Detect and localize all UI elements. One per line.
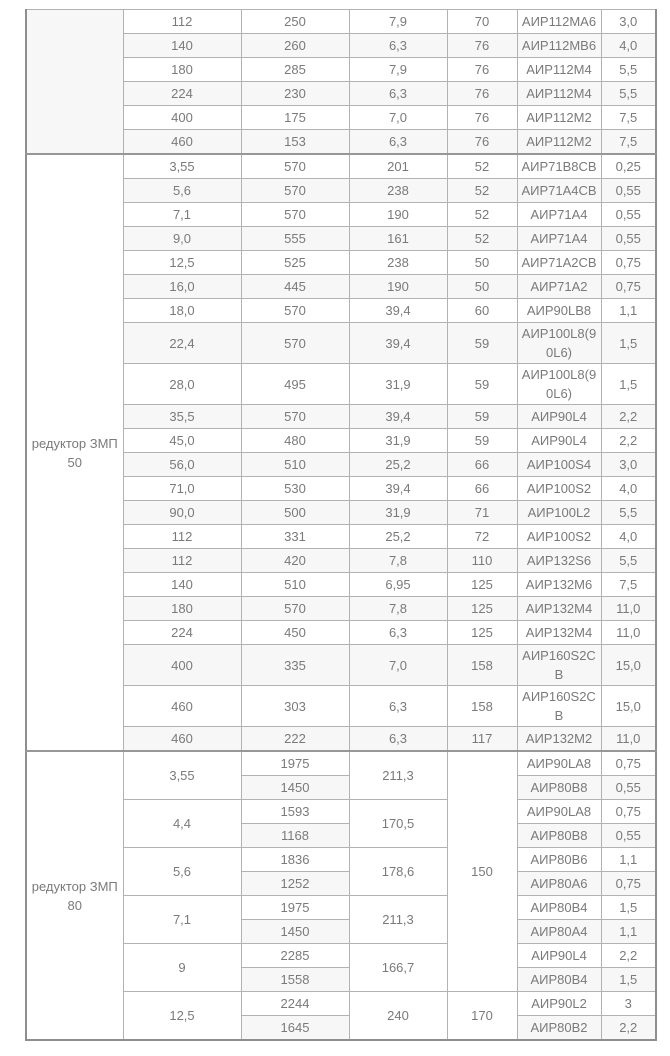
table-cell: 66 — [447, 477, 517, 501]
table-cell: 45,0 — [123, 429, 241, 453]
table-cell: 52 — [447, 154, 517, 179]
power-cell: 1,5 — [601, 968, 656, 992]
table-cell: 0,75 — [601, 275, 656, 299]
ratio-cell: 4,4 — [123, 800, 241, 848]
table-cell: 6,3 — [349, 621, 447, 645]
table-cell: 180 — [123, 58, 241, 82]
table-cell: 335 — [241, 645, 349, 686]
motor-cell: АИР100L8(90L6) — [517, 323, 601, 364]
table-cell: 1975 — [241, 896, 349, 920]
table-cell: 285 — [241, 58, 349, 82]
table-cell: 0,25 — [601, 154, 656, 179]
table-cell: 570 — [241, 597, 349, 621]
motor-cell: АИР112МА6 — [517, 10, 601, 34]
table-cell: 570 — [241, 203, 349, 227]
table-cell: 140 — [123, 34, 241, 58]
table-cell: 66 — [447, 453, 517, 477]
motor-cell: АИР100S4 — [517, 453, 601, 477]
table-cell: 495 — [241, 364, 349, 405]
table-cell: 60 — [447, 299, 517, 323]
table-cell: 2244 — [241, 992, 349, 1016]
motor-cell: АИР80В8 — [517, 776, 601, 800]
power-cell: 0,75 — [601, 751, 656, 776]
table-cell: 90,0 — [123, 501, 241, 525]
motor-cell: АИР90L4 — [517, 944, 601, 968]
motor-cell: АИР112М2 — [517, 130, 601, 155]
table-cell: 3,0 — [601, 10, 656, 34]
table-cell: 76 — [447, 82, 517, 106]
motor-cell: АИР71А4СВ — [517, 179, 601, 203]
table-cell: 570 — [241, 154, 349, 179]
table-cell: 570 — [241, 405, 349, 429]
table-cell: 39,4 — [349, 477, 447, 501]
table-cell: 3,55 — [123, 154, 241, 179]
table-cell: 2,2 — [601, 429, 656, 453]
table-cell: 0,55 — [601, 179, 656, 203]
ratio-cell: 12,5 — [123, 992, 241, 1041]
table-cell: 59 — [447, 364, 517, 405]
table-cell: 450 — [241, 621, 349, 645]
table-cell: 1975 — [241, 751, 349, 776]
table-cell: 1168 — [241, 824, 349, 848]
table-cell: 1836 — [241, 848, 349, 872]
power-cell: 0,55 — [601, 824, 656, 848]
motor-cell: АИР100L2 — [517, 501, 601, 525]
power-cell: 1,5 — [601, 896, 656, 920]
table-cell: 125 — [447, 597, 517, 621]
power-cell: 0,75 — [601, 800, 656, 824]
table-cell: 158 — [447, 686, 517, 727]
table-cell: 6,3 — [349, 130, 447, 155]
table-cell: 2285 — [241, 944, 349, 968]
motor-cell: АИР80В4 — [517, 896, 601, 920]
table-cell: 28,0 — [123, 364, 241, 405]
motor-cell: АИР132М2 — [517, 727, 601, 752]
motor-cell: АИР100S2 — [517, 525, 601, 549]
table-cell: 224 — [123, 621, 241, 645]
motor-cell: АИР80В4 — [517, 968, 601, 992]
power-cell: 3 — [601, 992, 656, 1016]
power-cell: 1,1 — [601, 848, 656, 872]
table-cell: 16,0 — [123, 275, 241, 299]
table-cell: 52 — [447, 227, 517, 251]
motor-cell: АИР100S2 — [517, 477, 601, 501]
table-cell: 76 — [447, 106, 517, 130]
table-cell: 250 — [241, 10, 349, 34]
table-cell: 35,5 — [123, 405, 241, 429]
motor-cell: АИР80А6 — [517, 872, 601, 896]
table-cell: 201 — [349, 154, 447, 179]
table-cell: 238 — [349, 179, 447, 203]
table-cell: 6,95 — [349, 573, 447, 597]
table-cell: 460 — [123, 727, 241, 752]
table-cell: 125 — [447, 573, 517, 597]
table-cell: 31,9 — [349, 429, 447, 453]
motor-cell: АИР90LА8 — [517, 751, 601, 776]
table-cell: 59 — [447, 323, 517, 364]
motor-cell: АИР112М4 — [517, 82, 601, 106]
table-cell: 15,0 — [601, 645, 656, 686]
power-cell: 1,1 — [601, 920, 656, 944]
table-cell: 31,9 — [349, 364, 447, 405]
motor-cell: АИР132М4 — [517, 597, 601, 621]
motor-cell: АИР132S6 — [517, 549, 601, 573]
motor-cell: АИР90L2 — [517, 992, 601, 1016]
reducer-selection-table — [25, 9, 657, 1041]
table-cell: 76 — [447, 130, 517, 155]
table-cell: 230 — [241, 82, 349, 106]
table-cell: 1450 — [241, 920, 349, 944]
table-cell: 331 — [241, 525, 349, 549]
reducer-label-cell — [26, 10, 123, 155]
table-cell: 400 — [123, 106, 241, 130]
table-cell: 6,3 — [349, 34, 447, 58]
table-cell: 52 — [447, 179, 517, 203]
table-cell: 161 — [349, 227, 447, 251]
table-cell: 110 — [447, 549, 517, 573]
power-cell: 2,2 — [601, 944, 656, 968]
table-cell: 1593 — [241, 800, 349, 824]
motor-cell: АИР112М2 — [517, 106, 601, 130]
table-cell: 18,0 — [123, 299, 241, 323]
table-cell: 260 — [241, 34, 349, 58]
motor-cell: АИР71А2 — [517, 275, 601, 299]
table-cell: 445 — [241, 275, 349, 299]
table-cell: 4,0 — [601, 34, 656, 58]
table-cell: 175 — [241, 106, 349, 130]
table-cell: 0,55 — [601, 227, 656, 251]
table-cell: 158 — [447, 645, 517, 686]
motor-cell: АИР71А2СВ — [517, 251, 601, 275]
table-cell: 31,9 — [349, 501, 447, 525]
table-cell: 570 — [241, 299, 349, 323]
table-cell: 153 — [241, 130, 349, 155]
table-cell: 5,5 — [601, 58, 656, 82]
table-cell: 530 — [241, 477, 349, 501]
table-cell: 7,0 — [349, 106, 447, 130]
table-cell: 11,0 — [601, 621, 656, 645]
table-cell: 112 — [123, 549, 241, 573]
table-cell: 50 — [447, 251, 517, 275]
table-cell: 50 — [447, 275, 517, 299]
table-cell: 3,0 — [601, 453, 656, 477]
table-cell: 15,0 — [601, 686, 656, 727]
torque-cell: 170,5 — [349, 800, 447, 848]
table-cell: 59 — [447, 429, 517, 453]
table-cell: 5,6 — [123, 179, 241, 203]
table-cell: 4,0 — [601, 525, 656, 549]
table-cell: 510 — [241, 573, 349, 597]
table-cell: 460 — [123, 130, 241, 155]
table-cell: 11,0 — [601, 727, 656, 752]
table-cell: 125 — [447, 621, 517, 645]
table-cell: 224 — [123, 82, 241, 106]
table-cell: 39,4 — [349, 323, 447, 364]
table-cell: 6,3 — [349, 686, 447, 727]
table-cell: 5,5 — [601, 549, 656, 573]
table-cell: 238 — [349, 251, 447, 275]
table-cell: 555 — [241, 227, 349, 251]
table-body — [26, 10, 656, 1041]
torque-cell: 240 — [349, 992, 447, 1041]
torque-cell: 211,3 — [349, 896, 447, 944]
torque-cell: 166,7 — [349, 944, 447, 992]
ratio-cell: 9 — [123, 944, 241, 992]
power-cell: 0,75 — [601, 872, 656, 896]
table-cell: 22,4 — [123, 323, 241, 364]
table-cell: 190 — [349, 203, 447, 227]
table-cell: 400 — [123, 645, 241, 686]
motor-cell: АИР112М4 — [517, 58, 601, 82]
reducer-label-cell: редуктор ЗМП 50 — [26, 154, 123, 751]
motor-cell: АИР132М6 — [517, 573, 601, 597]
motor-cell: АИР90L4 — [517, 405, 601, 429]
table-cell: 500 — [241, 501, 349, 525]
table-cell: 7,5 — [601, 573, 656, 597]
table-cell: 6,3 — [349, 82, 447, 106]
table-cell: 7,0 — [349, 645, 447, 686]
table-cell: 71,0 — [123, 477, 241, 501]
table-cell: 170 — [447, 992, 517, 1041]
table-cell: 11,0 — [601, 597, 656, 621]
table-cell: 1252 — [241, 872, 349, 896]
motor-cell: АИР80В6 — [517, 848, 601, 872]
table-cell: 0,75 — [601, 251, 656, 275]
torque-cell: 178,6 — [349, 848, 447, 896]
table-cell: 12,5 — [123, 251, 241, 275]
table-cell: 9,0 — [123, 227, 241, 251]
table-cell: 150 — [447, 751, 517, 992]
table-cell: 6,3 — [349, 727, 447, 752]
table-cell: 2,2 — [601, 405, 656, 429]
table-cell: 190 — [349, 275, 447, 299]
table-cell: 1450 — [241, 776, 349, 800]
motor-cell: АИР80В8 — [517, 824, 601, 848]
table-cell: 76 — [447, 58, 517, 82]
table-cell: 25,2 — [349, 453, 447, 477]
motor-cell: АИР160S2СВ — [517, 645, 601, 686]
motor-cell: АИР90LВ8 — [517, 299, 601, 323]
motor-cell: АИР80А4 — [517, 920, 601, 944]
table-cell: 7,1 — [123, 203, 241, 227]
power-cell: 0,55 — [601, 776, 656, 800]
motor-cell: АИР100L8(90L6) — [517, 364, 601, 405]
table-cell: 5,5 — [601, 82, 656, 106]
table-cell: 117 — [447, 727, 517, 752]
power-cell: 2,2 — [601, 1016, 656, 1041]
motor-cell: АИР160S2СВ — [517, 686, 601, 727]
table-cell: 5,5 — [601, 501, 656, 525]
table-cell: 7,5 — [601, 130, 656, 155]
table-cell: 460 — [123, 686, 241, 727]
motor-cell: АИР90LА8 — [517, 800, 601, 824]
table-cell: 1,1 — [601, 299, 656, 323]
table-cell: 70 — [447, 10, 517, 34]
table-cell: 303 — [241, 686, 349, 727]
table-cell: 1,5 — [601, 364, 656, 405]
reducer-label-cell: редуктор ЗМП 80 — [26, 751, 123, 1040]
ratio-cell: 3,55 — [123, 751, 241, 800]
table-cell: 1,5 — [601, 323, 656, 364]
motor-cell: АИР71А4 — [517, 227, 601, 251]
ratio-cell: 7,1 — [123, 896, 241, 944]
motor-cell: АИР71В8СВ — [517, 154, 601, 179]
motor-cell: АИР71А4 — [517, 203, 601, 227]
table-cell: 112 — [123, 10, 241, 34]
table-cell: 59 — [447, 405, 517, 429]
table-cell: 1558 — [241, 968, 349, 992]
table-cell: 4,0 — [601, 477, 656, 501]
table-cell: 570 — [241, 323, 349, 364]
table-cell: 76 — [447, 34, 517, 58]
ratio-cell: 5,6 — [123, 848, 241, 896]
motor-cell: АИР80В2 — [517, 1016, 601, 1041]
motor-cell: АИР132М4 — [517, 621, 601, 645]
motor-cell: АИР90L4 — [517, 429, 601, 453]
table-cell: 39,4 — [349, 405, 447, 429]
table-cell: 56,0 — [123, 453, 241, 477]
table-cell: 7,9 — [349, 10, 447, 34]
table-cell: 510 — [241, 453, 349, 477]
table-cell: 180 — [123, 597, 241, 621]
table-cell: 7,8 — [349, 549, 447, 573]
torque-cell: 211,3 — [349, 751, 447, 800]
table-cell: 39,4 — [349, 299, 447, 323]
table-cell: 480 — [241, 429, 349, 453]
table-cell: 140 — [123, 573, 241, 597]
table-cell: 7,5 — [601, 106, 656, 130]
table-cell: 525 — [241, 251, 349, 275]
table-row — [26, 10, 656, 34]
table-cell: 112 — [123, 525, 241, 549]
table-cell: 420 — [241, 549, 349, 573]
motor-cell: АИР112МВ6 — [517, 34, 601, 58]
table-cell: 25,2 — [349, 525, 447, 549]
table-cell: 0,55 — [601, 203, 656, 227]
table-cell: 1645 — [241, 1016, 349, 1041]
table-cell: 7,8 — [349, 597, 447, 621]
table-cell: 570 — [241, 179, 349, 203]
table-cell: 7,9 — [349, 58, 447, 82]
table-cell: 52 — [447, 203, 517, 227]
table-cell: 72 — [447, 525, 517, 549]
table-row — [26, 751, 656, 776]
table-row — [26, 154, 656, 179]
table-cell: 222 — [241, 727, 349, 752]
table-cell: 71 — [447, 501, 517, 525]
